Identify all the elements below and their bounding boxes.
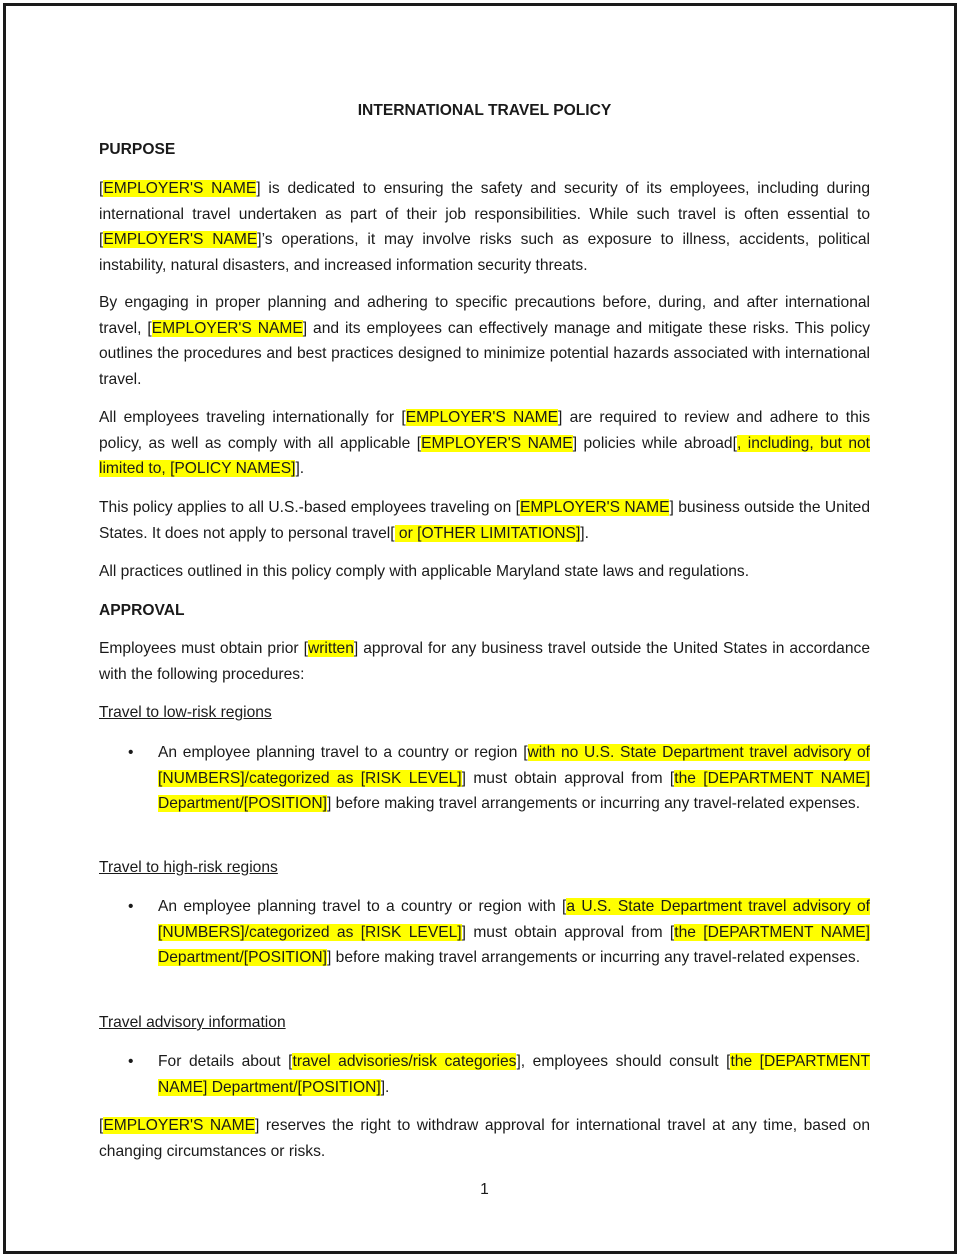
- text-run: ] reserves the right to withdraw approval for international travel at any time, based on changing circumstances or risks.: [99, 1117, 871, 1160]
- bullet-icon: •: [128, 744, 134, 761]
- text-run: For details about [: [158, 1053, 293, 1070]
- text-run: ] must obtain approval from [: [461, 769, 675, 787]
- purpose-paragraph-2: [99, 290, 870, 392]
- highlighted-placeholder: with no U.S. State Department travel advisory of [NUMBERS]/categorized as [RISK LEVEL]: [158, 744, 870, 787]
- bullet-icon: •: [128, 1053, 134, 1070]
- purpose-paragraph-5: [99, 559, 870, 585]
- advisory-subheading: Travel advisory information: [99, 1014, 286, 1031]
- highlighted-placeholder: the [DEPARTMENT NAME] Department/[POSITION]: [158, 923, 870, 967]
- highlighted-placeholder: EMPLOYER'S NAME: [103, 180, 257, 197]
- purpose-heading: PURPOSE: [99, 141, 176, 158]
- highlighted-placeholder: the [DEPARTMENT NAME] Department/[POSITION]: [158, 1053, 870, 1096]
- text-run: ] before making travel arrangements or incurring any travel-related expenses.: [326, 795, 861, 813]
- text-run: ] must obtain approval from [: [461, 923, 675, 941]
- text-run: This policy applies to all U.S.-based employees traveling on [: [99, 499, 520, 516]
- low-risk-bullet-text: [158, 740, 870, 817]
- text-run: Employees must obtain prior [: [99, 640, 308, 657]
- highlighted-placeholder: written: [307, 640, 354, 657]
- text-run: By engaging in proper planning and adhering to specific precautions before, during, and after international travel, [: [99, 294, 870, 337]
- purpose-paragraph-4: [99, 495, 870, 546]
- page-frame: [3, 3, 957, 1254]
- text-run: ].: [580, 524, 589, 542]
- text-run: ] business outside the United States. It does not apply to personal travel[: [99, 499, 870, 542]
- text-run: ].: [380, 1078, 390, 1096]
- highlighted-placeholder: EMPLOYER'S NAME: [421, 434, 573, 452]
- highlighted-placeholder: EMPLOYER'S NAME: [103, 231, 258, 249]
- high-risk-subheading: Travel to high-risk regions: [99, 859, 278, 876]
- text-run: [: [99, 1117, 104, 1134]
- text-run: ].: [295, 460, 305, 478]
- text-run: ] are required to review and adhere to this policy, as well as comply with all applicable [: [99, 409, 871, 452]
- purpose-paragraph-1: [99, 176, 870, 278]
- text-run: [: [99, 180, 104, 197]
- highlighted-placeholder: EMPLOYER'S NAME: [151, 319, 303, 337]
- high-risk-bullet-text: [158, 894, 870, 971]
- highlighted-placeholder: EMPLOYER'S NAME: [103, 1117, 255, 1134]
- approval-heading: APPROVAL: [99, 602, 185, 619]
- bullet-icon: •: [128, 898, 134, 915]
- text-run: ] is dedicated to ensuring the safety and security of its employees, including during international travel undertaken as part of their job responsibilities. While such travel is often essential to [: [99, 180, 871, 249]
- highlighted-placeholder: a U.S. State Department travel advisory of [NUMBERS]/categorized as [RISK LEVEL]: [158, 898, 870, 941]
- approval-intro-paragraph: [99, 636, 870, 687]
- highlighted-placeholder: EMPLOYER'S NAME: [519, 499, 670, 516]
- low-risk-subheading: Travel to low-risk regions: [99, 704, 272, 721]
- highlighted-placeholder: travel advisories/risk categories: [292, 1053, 517, 1070]
- text-run: All practices outlined in this policy comply with applicable Maryland state laws and regulations.: [99, 563, 750, 580]
- text-run: ] policies while abroad[: [572, 434, 737, 452]
- text-run: An employee planning travel to a country or region with [: [158, 898, 567, 915]
- text-run: ]’s operations, it may involve risks such as exposure to illness, accidents, political instability, natural disasters, and increased information security threats.: [99, 231, 870, 274]
- text-run: ] approval for any business travel outside the United States in accordance with the following procedures:: [99, 640, 870, 683]
- text-run: ], employees should consult [: [516, 1053, 731, 1070]
- text-run: ] before making travel arrangements or incurring any travel-related expenses.: [326, 949, 861, 967]
- highlighted-placeholder: , including, but not limited to, [POLICY NAMES]: [99, 434, 870, 478]
- text-run: An employee planning travel to a country or region [: [158, 744, 528, 761]
- page-number: 1: [480, 1181, 489, 1198]
- highlighted-placeholder: or [OTHER LIMITATIONS]: [394, 524, 581, 542]
- document-title: INTERNATIONAL TRAVEL POLICY: [357, 102, 612, 119]
- purpose-paragraph-3: [99, 405, 870, 482]
- text-run: ] and its employees can effectively manage and mitigate these risks. This policy outlines the procedures and best practices designed to minimize potential hazards associated with international travel.: [99, 319, 870, 388]
- text-run: All employees traveling internationally for [: [99, 409, 406, 426]
- highlighted-placeholder: the [DEPARTMENT NAME] Department/[POSITION]: [158, 769, 870, 813]
- highlighted-placeholder: EMPLOYER'S NAME: [405, 409, 559, 426]
- advisory-bullet-text: [158, 1049, 870, 1100]
- approval-closing-paragraph: [99, 1113, 870, 1164]
